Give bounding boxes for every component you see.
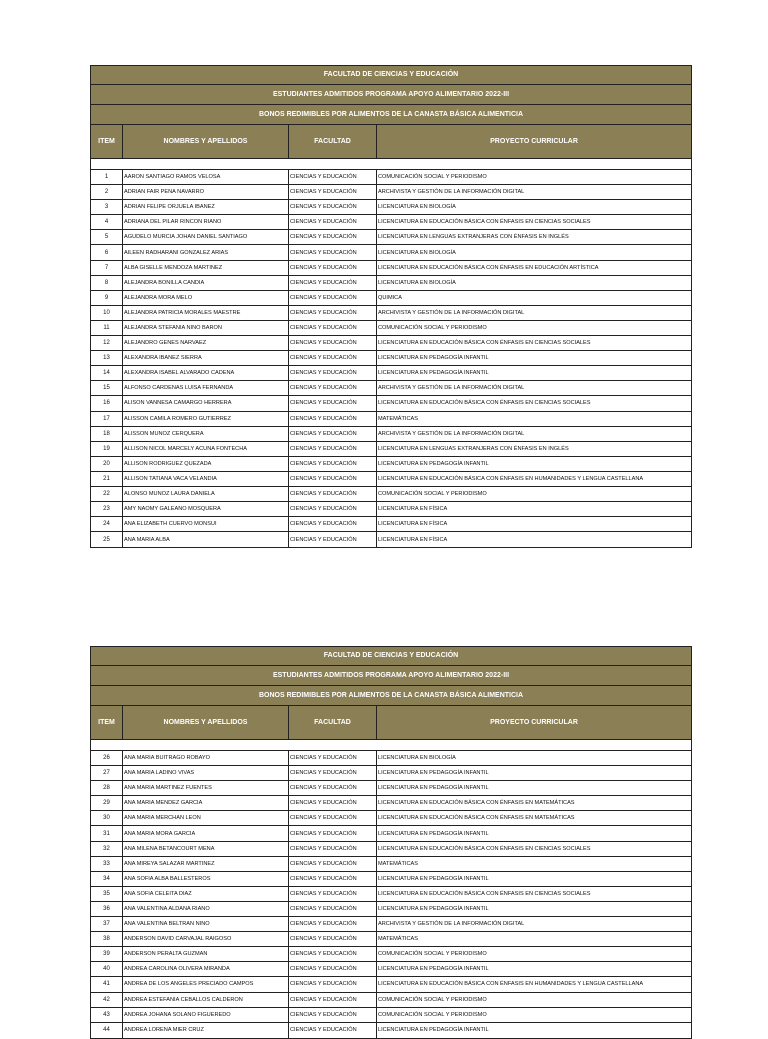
cell-item: 36	[91, 902, 123, 916]
cell-item: 28	[91, 781, 123, 795]
cell-facultad: CIENCIAS Y EDUCACIÓN	[289, 366, 377, 380]
header-bonds: BONOS REDIMIBLES POR ALIMENTOS DE LA CANASTA BÁSICA ALIMENTICIA	[91, 105, 691, 125]
cell-nombre: ALEJANDRA BONILLA CANDIA	[123, 276, 289, 290]
cell-item: 43	[91, 1008, 123, 1022]
cell-item: 40	[91, 962, 123, 976]
cell-proyecto: ARCHIVISTA Y GESTIÓN DE LA INFORMACIÓN DIGITAL	[378, 385, 525, 392]
table-row	[91, 902, 691, 917]
cell-proyecto: ARCHIVISTA Y GESTIÓN DE LA INFORMACIÓN DIGITAL	[378, 189, 525, 196]
table-row	[91, 811, 691, 826]
cell-proyecto: COMUNICACIÓN SOCIAL Y PERIODISMO	[378, 324, 487, 331]
cell-facultad: CIENCIAS Y EDUCACIÓN	[289, 336, 377, 350]
cell-nombre: ANA MARIA MENDEZ GARCIA	[123, 796, 289, 810]
header-program: ESTUDIANTES ADMITIDOS PROGRAMA APOYO ALIMENTARIO 2022-III	[91, 85, 691, 105]
cell-item: 41	[91, 977, 123, 991]
cell-item: 21	[91, 472, 123, 486]
cell-item: 26	[91, 751, 123, 765]
cell-proyecto: LICENCIATURA EN EDUCACIÓN BÁSICA CON ÉNFASIS EN MATEMÁTICAS	[378, 815, 575, 822]
cell-item: 42	[91, 993, 123, 1007]
cell-proyecto: LICENCIATURA EN PEDAGOGÍA INFANTIL	[378, 830, 489, 837]
cell-facultad: CIENCIAS Y EDUCACIÓN	[289, 396, 377, 410]
table-row	[91, 215, 691, 230]
col-facultad: FACULTAD	[289, 125, 377, 158]
cell-item: 4	[91, 215, 123, 229]
table-row	[91, 245, 691, 260]
cell-nombre: ANA VALENTINA BELTRAN NINO	[123, 917, 289, 931]
col-proyecto: PROYECTO CURRICULAR	[490, 719, 578, 726]
table-row	[91, 751, 691, 766]
cell-item: 10	[91, 306, 123, 320]
cell-item: 32	[91, 842, 123, 856]
table-row	[91, 276, 691, 291]
cell-proyecto: LICENCIATURA EN EDUCACIÓN BÁSICA CON ÉNFASIS EN CIENCIAS SOCIALES	[378, 400, 591, 407]
cell-item: 38	[91, 932, 123, 946]
table-row	[91, 351, 691, 366]
cell-nombre: ALEJANDRA STEFANIA NINO BARON	[123, 321, 289, 335]
cell-nombre: ANA SOFIA ALBA BALLESTEROS	[123, 872, 289, 886]
cell-item: 3	[91, 200, 123, 214]
cell-nombre: ALEJANDRO GENES NARVAEZ	[123, 336, 289, 350]
cell-facultad: CIENCIAS Y EDUCACIÓN	[289, 276, 377, 290]
table-body	[91, 170, 691, 547]
table-row	[91, 336, 691, 351]
cell-item: 30	[91, 811, 123, 825]
cell-proyecto: LICENCIATURA EN PEDAGOGÍA INFANTIL	[378, 905, 489, 912]
cell-facultad: CIENCIAS Y EDUCACIÓN	[289, 811, 377, 825]
table-row	[91, 427, 691, 442]
cell-nombre: AGUDELO MURCIA JOHAN DANIEL SANTIAGO	[123, 230, 289, 244]
cell-proyecto: LICENCIATURA EN EDUCACIÓN BÁSICA CON ÉNFASIS EN CIENCIAS SOCIALES	[378, 340, 591, 347]
cell-nombre: ALEXANDRA IBANEZ SIERRA	[123, 351, 289, 365]
cell-proyecto: LICENCIATURA EN FÍSICA	[378, 536, 448, 543]
cell-nombre: ALONSO MUNOZ LAURA DANIELA	[123, 487, 289, 501]
cell-item: 16	[91, 396, 123, 410]
cell-nombre: ANA MILENA BETANCOURT MENA	[123, 842, 289, 856]
cell-proyecto: LICENCIATURA EN EDUCACIÓN BÁSICA CON ÉNFASIS EN EDUCACIÓN ARTÍSTICA	[378, 264, 599, 271]
cell-item: 44	[91, 1023, 123, 1038]
cell-facultad: CIENCIAS Y EDUCACIÓN	[289, 857, 377, 871]
cell-item: 11	[91, 321, 123, 335]
cell-facultad: CIENCIAS Y EDUCACIÓN	[289, 751, 377, 765]
cell-item: 35	[91, 887, 123, 901]
table-row	[91, 796, 691, 811]
table-row	[91, 917, 691, 932]
cell-nombre: ALEXANDRA ISABEL ALVARADO CADENA	[123, 366, 289, 380]
cell-proyecto: MATEMÁTICAS	[378, 415, 418, 422]
table-row	[91, 306, 691, 321]
table-row	[91, 962, 691, 977]
cell-facultad: CIENCIAS Y EDUCACIÓN	[289, 261, 377, 275]
column-headers	[91, 125, 691, 159]
cell-nombre: ANDREA JOHANA SOLANO FIGUEREDO	[123, 1008, 289, 1022]
table-row	[91, 826, 691, 841]
cell-proyecto: LICENCIATURA EN PEDAGOGÍA INFANTIL	[378, 1027, 489, 1034]
table-row	[91, 872, 691, 887]
cell-facultad: CIENCIAS Y EDUCACIÓN	[289, 932, 377, 946]
cell-proyecto: LICENCIATURA EN EDUCACIÓN BÁSICA CON ÉNFASIS EN MATEMÁTICAS	[378, 800, 575, 807]
table-row	[91, 366, 691, 381]
cell-facultad: CIENCIAS Y EDUCACIÓN	[289, 245, 377, 259]
table-row	[91, 261, 691, 276]
header-spacer	[91, 159, 691, 170]
cell-proyecto: ARCHIVISTA Y GESTIÓN DE LA INFORMACIÓN DIGITAL	[378, 430, 525, 437]
col-nombres: NOMBRES Y APELLIDOS	[123, 706, 289, 739]
cell-nombre: ALISON VANNESA CAMARGO HERRERA	[123, 396, 289, 410]
table-row	[91, 766, 691, 781]
cell-item: 7	[91, 261, 123, 275]
cell-facultad: CIENCIAS Y EDUCACIÓN	[289, 381, 377, 395]
cell-nombre: ANA SOFIA CELEITA DIAZ	[123, 887, 289, 901]
cell-proyecto: MATEMÁTICAS	[378, 860, 418, 867]
cell-nombre: ANDERSON PERALTA GUZMAN	[123, 947, 289, 961]
cell-facultad: CIENCIAS Y EDUCACIÓN	[289, 351, 377, 365]
table-row	[91, 1008, 691, 1023]
cell-item: 33	[91, 857, 123, 871]
cell-nombre: AILEEN RADHARANI GONZALEZ ARIAS	[123, 245, 289, 259]
header-bonds: BONOS REDIMIBLES POR ALIMENTOS DE LA CANASTA BÁSICA ALIMENTICIA	[91, 686, 691, 706]
cell-proyecto: COMUNICACIÓN SOCIAL Y PERIODISMO	[378, 951, 487, 958]
header-faculty: FACULTAD DE CIENCIAS Y EDUCACIÓN	[91, 66, 691, 85]
cell-facultad: CIENCIAS Y EDUCACIÓN	[289, 230, 377, 244]
cell-item: 15	[91, 381, 123, 395]
cell-item: 19	[91, 442, 123, 456]
table-row	[91, 412, 691, 427]
cell-nombre: ANA MIREYA SALAZAR MARTINEZ	[123, 857, 289, 871]
cell-nombre: ALBA GISELLE MENDOZA MARTINEZ	[123, 261, 289, 275]
cell-nombre: ALEJANDRA PATRICIA MORALES MAESTRE	[123, 306, 289, 320]
cell-proyecto: COMUNICACIÓN SOCIAL Y PERIODISMO	[378, 1011, 487, 1018]
table-row	[91, 472, 691, 487]
col-item: ITEM	[91, 706, 123, 739]
cell-proyecto: LICENCIATURA EN EDUCACIÓN BÁSICA CON ÉNFASIS EN CIENCIAS SOCIALES	[378, 890, 591, 897]
cell-nombre: ALISSON MUNOZ CERQUERA	[123, 427, 289, 441]
cell-proyecto: LICENCIATURA EN PEDAGOGÍA INFANTIL	[378, 355, 489, 362]
cell-facultad: CIENCIAS Y EDUCACIÓN	[289, 917, 377, 931]
cell-proyecto: LICENCIATURA EN EDUCACIÓN BÁSICA CON ÉNFASIS EN HUMANIDADES Y LENGUA CASTELLANA	[378, 475, 644, 482]
table-row	[91, 532, 691, 547]
cell-item: 17	[91, 412, 123, 426]
cell-nombre: AARON SANTIAGO RAMOS VELOSA	[123, 170, 289, 184]
cell-nombre: ANA ELIZABETH CUERVO MONSUI	[123, 517, 289, 531]
header-program: ESTUDIANTES ADMITIDOS PROGRAMA APOYO ALIMENTARIO 2022-III	[91, 666, 691, 686]
cell-facultad: CIENCIAS Y EDUCACIÓN	[289, 532, 377, 547]
cell-facultad: CIENCIAS Y EDUCACIÓN	[289, 427, 377, 441]
cell-item: 1	[91, 170, 123, 184]
cell-proyecto: LICENCIATURA EN PEDAGOGÍA INFANTIL	[378, 966, 489, 973]
cell-facultad: CIENCIAS Y EDUCACIÓN	[289, 291, 377, 305]
col-item: ITEM	[91, 125, 123, 158]
table-row	[91, 993, 691, 1008]
table-row	[91, 781, 691, 796]
cell-item: 25	[91, 532, 123, 547]
table-row	[91, 396, 691, 411]
cell-item: 18	[91, 427, 123, 441]
cell-proyecto: LICENCIATURA EN BIOLOGÍA	[378, 279, 456, 286]
cell-proyecto: COMUNICACIÓN SOCIAL Y PERIODISMO	[378, 491, 487, 498]
cell-facultad: CIENCIAS Y EDUCACIÓN	[289, 977, 377, 991]
cell-proyecto: LICENCIATURA EN LENGUAS EXTRANJERAS CON ÉNFASIS EN INGLÉS	[378, 445, 569, 452]
cell-facultad: CIENCIAS Y EDUCACIÓN	[289, 457, 377, 471]
cell-nombre: ADRIAN FELIPE ORJUELA IBANEZ	[123, 200, 289, 214]
cell-item: 6	[91, 245, 123, 259]
table-row	[91, 200, 691, 215]
cell-nombre: ANDREA CAROLINA OLIVERA MIRANDA	[123, 962, 289, 976]
cell-facultad: CIENCIAS Y EDUCACIÓN	[289, 200, 377, 214]
cell-item: 29	[91, 796, 123, 810]
cell-proyecto: LICENCIATURA EN EDUCACIÓN BÁSICA CON ÉNFASIS EN CIENCIAS SOCIALES	[378, 845, 591, 852]
header-faculty: FACULTAD DE CIENCIAS Y EDUCACIÓN	[91, 647, 691, 666]
cell-item: 20	[91, 457, 123, 471]
cell-nombre: ANA MARIA ALBA	[123, 532, 289, 547]
cell-nombre: ADRIANA DEL PILAR RINCON RIANO	[123, 215, 289, 229]
table-row	[91, 185, 691, 200]
table-row	[91, 170, 691, 185]
cell-proyecto: ARCHIVISTA Y GESTIÓN DE LA INFORMACIÓN DIGITAL	[378, 309, 525, 316]
cell-proyecto: LICENCIATURA EN PEDAGOGÍA INFANTIL	[378, 370, 489, 377]
header-spacer	[91, 740, 691, 751]
cell-nombre: ANDREA DE LOS ANGELES PRECIADO CAMPOS	[123, 977, 289, 991]
cell-facultad: CIENCIAS Y EDUCACIÓN	[289, 962, 377, 976]
admitted-students-table-page-2	[90, 646, 692, 1039]
cell-facultad: CIENCIAS Y EDUCACIÓN	[289, 170, 377, 184]
table-row	[91, 517, 691, 532]
cell-nombre: ANA MARIA MORA GARCIA	[123, 826, 289, 840]
cell-facultad: CIENCIAS Y EDUCACIÓN	[289, 306, 377, 320]
cell-proyecto: LICENCIATURA EN PEDAGOGÍA INFANTIL	[378, 770, 489, 777]
cell-facultad: CIENCIAS Y EDUCACIÓN	[289, 502, 377, 516]
cell-facultad: CIENCIAS Y EDUCACIÓN	[289, 902, 377, 916]
cell-item: 9	[91, 291, 123, 305]
cell-item: 37	[91, 917, 123, 931]
cell-proyecto: LICENCIATURA EN BIOLOGÍA	[378, 204, 456, 211]
table-row	[91, 887, 691, 902]
cell-item: 13	[91, 351, 123, 365]
cell-nombre: ANA MARIA LADINO VIVAS	[123, 766, 289, 780]
cell-facultad: CIENCIAS Y EDUCACIÓN	[289, 1023, 377, 1038]
cell-proyecto: LICENCIATURA EN BIOLOGÍA	[378, 755, 456, 762]
cell-item: 5	[91, 230, 123, 244]
cell-proyecto: LICENCIATURA EN EDUCACIÓN BÁSICA CON ÉNFASIS EN HUMANIDADES Y LENGUA CASTELLANA	[378, 981, 644, 988]
cell-facultad: CIENCIAS Y EDUCACIÓN	[289, 472, 377, 486]
col-facultad: FACULTAD	[289, 706, 377, 739]
cell-facultad: CIENCIAS Y EDUCACIÓN	[289, 993, 377, 1007]
cell-proyecto: LICENCIATURA EN BIOLOGÍA	[378, 249, 456, 256]
cell-item: 12	[91, 336, 123, 350]
cell-proyecto: LICENCIATURA EN PEDAGOGÍA INFANTIL	[378, 875, 489, 882]
cell-nombre: ANDREA LORENA MIER CRUZ	[123, 1023, 289, 1038]
cell-nombre: ADRIAN FAIR PENA NAVARRO	[123, 185, 289, 199]
table-body	[91, 751, 691, 1038]
table-row	[91, 932, 691, 947]
cell-proyecto: LICENCIATURA EN EDUCACIÓN BÁSICA CON ÉNFASIS EN CIENCIAS SOCIALES	[378, 219, 591, 226]
cell-nombre: ANA MARIA BUITRAGO ROBAYO	[123, 751, 289, 765]
table-row	[91, 842, 691, 857]
cell-item: 31	[91, 826, 123, 840]
cell-proyecto: LICENCIATURA EN LENGUAS EXTRANJERAS CON ÉNFASIS EN INGLÉS	[378, 234, 569, 241]
table-row	[91, 502, 691, 517]
cell-nombre: AMY NAOMY GALEANO MOSQUERA	[123, 502, 289, 516]
cell-proyecto: ARCHIVISTA Y GESTIÓN DE LA INFORMACIÓN DIGITAL	[378, 921, 525, 928]
cell-item: 24	[91, 517, 123, 531]
cell-facultad: CIENCIAS Y EDUCACIÓN	[289, 215, 377, 229]
cell-item: 27	[91, 766, 123, 780]
cell-item: 22	[91, 487, 123, 501]
cell-facultad: CIENCIAS Y EDUCACIÓN	[289, 487, 377, 501]
cell-proyecto: LICENCIATURA EN FÍSICA	[378, 521, 448, 528]
cell-item: 34	[91, 872, 123, 886]
table-row	[91, 487, 691, 502]
cell-proyecto: LICENCIATURA EN FÍSICA	[378, 506, 448, 513]
cell-facultad: CIENCIAS Y EDUCACIÓN	[289, 947, 377, 961]
cell-item: 8	[91, 276, 123, 290]
cell-facultad: CIENCIAS Y EDUCACIÓN	[289, 796, 377, 810]
cell-facultad: CIENCIAS Y EDUCACIÓN	[289, 412, 377, 426]
table-row	[91, 457, 691, 472]
table-row	[91, 442, 691, 457]
cell-facultad: CIENCIAS Y EDUCACIÓN	[289, 321, 377, 335]
cell-nombre: ANDREA ESTEFANIA CEBALLOS CALDERON	[123, 993, 289, 1007]
cell-nombre: ALLISON TATIANA VACA VELANDIA	[123, 472, 289, 486]
cell-nombre: ANDERSON DAVID CARVAJAL RAIGOSO	[123, 932, 289, 946]
cell-facultad: CIENCIAS Y EDUCACIÓN	[289, 887, 377, 901]
table-row	[91, 1023, 691, 1038]
cell-nombre: ALLISON NICOL MARCELY ACUNA FONTECHA	[123, 442, 289, 456]
cell-proyecto: LICENCIATURA EN PEDAGOGÍA INFANTIL	[378, 785, 489, 792]
table-row	[91, 381, 691, 396]
cell-nombre: ALFONSO CARDENAS LUISA FERNANDA	[123, 381, 289, 395]
admitted-students-table-page-1	[90, 65, 692, 548]
col-nombres: NOMBRES Y APELLIDOS	[123, 125, 289, 158]
cell-item: 14	[91, 366, 123, 380]
table-row	[91, 321, 691, 336]
cell-item: 2	[91, 185, 123, 199]
cell-facultad: CIENCIAS Y EDUCACIÓN	[289, 872, 377, 886]
col-proyecto: PROYECTO CURRICULAR	[490, 138, 578, 145]
cell-nombre: ALEJANDRA MORA MELO	[123, 291, 289, 305]
table-row	[91, 857, 691, 872]
cell-proyecto: COMUNICACIÓN SOCIAL Y PERIODISMO	[378, 996, 487, 1003]
cell-nombre: ANA MARIA MARTINEZ FUENTES	[123, 781, 289, 795]
cell-proyecto: LICENCIATURA EN PEDAGOGÍA INFANTIL	[378, 460, 489, 467]
table-row	[91, 977, 691, 992]
table-row	[91, 230, 691, 245]
cell-facultad: CIENCIAS Y EDUCACIÓN	[289, 442, 377, 456]
cell-proyecto: MATEMÁTICAS	[378, 936, 418, 943]
cell-nombre: ANA VALENTINA ALDANA RIANO	[123, 902, 289, 916]
cell-facultad: CIENCIAS Y EDUCACIÓN	[289, 826, 377, 840]
cell-facultad: CIENCIAS Y EDUCACIÓN	[289, 842, 377, 856]
cell-proyecto: QUIMICA	[378, 294, 402, 301]
column-headers	[91, 706, 691, 740]
cell-facultad: CIENCIAS Y EDUCACIÓN	[289, 185, 377, 199]
cell-facultad: CIENCIAS Y EDUCACIÓN	[289, 1008, 377, 1022]
cell-nombre: ANA MARIA MERCHAN LEON	[123, 811, 289, 825]
cell-proyecto: COMUNICACIÓN SOCIAL Y PERIODISMO	[378, 174, 487, 181]
cell-item: 23	[91, 502, 123, 516]
cell-nombre: ALISSON CAMILA ROMERO GUTIERREZ	[123, 412, 289, 426]
cell-item: 39	[91, 947, 123, 961]
table-row	[91, 291, 691, 306]
cell-facultad: CIENCIAS Y EDUCACIÓN	[289, 781, 377, 795]
cell-facultad: CIENCIAS Y EDUCACIÓN	[289, 766, 377, 780]
cell-facultad: CIENCIAS Y EDUCACIÓN	[289, 517, 377, 531]
table-row	[91, 947, 691, 962]
cell-nombre: ALLISON RODRIGUEZ QUEZADA	[123, 457, 289, 471]
